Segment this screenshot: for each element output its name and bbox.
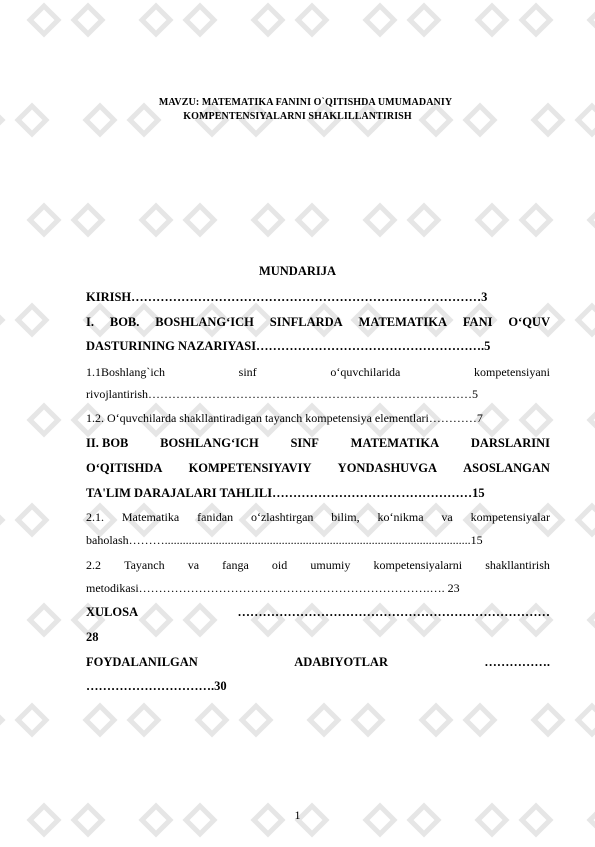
- toc-word: kompetensiyalarni: [373, 558, 463, 572]
- watermark-ornament: [254, 206, 326, 234]
- toc-word: SINFLARDA: [269, 315, 343, 329]
- watermark-ornament: [366, 6, 438, 34]
- toc-entry-2-1-line2: baholash………......................................................................................................15: [86, 533, 483, 547]
- toc-heading: MUNDARIJA: [258, 264, 337, 278]
- watermark-ornament: [366, 206, 438, 234]
- watermark-ornament: [30, 206, 102, 234]
- toc-entry-2-2-line1: [86, 557, 550, 573]
- toc-word: va: [441, 510, 453, 524]
- toc-word: ADABIYOTLAR: [294, 655, 388, 669]
- toc-entry-2-2-line2: metodikasi……………………………………………………………….…. 23: [86, 581, 460, 595]
- title-line-2: KOMPENTENSIYALARNI SHAKLILLANTIRISH: [183, 111, 412, 122]
- watermark-ornament: [30, 6, 102, 34]
- toc-entry-bob2-line1: [86, 435, 550, 451]
- toc-word: …………………………………………………………………: [237, 605, 550, 619]
- toc-entry-xulosa-line1: [86, 604, 550, 620]
- toc-word: fanidan: [197, 510, 234, 524]
- watermark-ornament: [478, 6, 550, 34]
- watermark-ornament: [142, 206, 214, 234]
- toc-word: …………….: [484, 655, 550, 669]
- toc-entry-xulosa-line2: 28: [86, 630, 99, 644]
- toc-word: bilim,: [331, 510, 360, 524]
- watermark-ornament: [198, 706, 270, 734]
- toc-word: I.: [86, 315, 94, 329]
- watermark-ornament: [590, 6, 595, 34]
- toc-word: FOYDALANILGAN: [86, 655, 198, 669]
- toc-word: SINF: [290, 436, 319, 450]
- page-number: 1: [294, 808, 301, 822]
- toc-entry-1-2: 1.2. O‘quvchilarda shakllantiradigan tayanch kompetensiya elementlari…………7: [86, 411, 483, 425]
- toc-entry-1-1-line2: rivojlantirish………………………………………………………………………5: [86, 387, 478, 401]
- toc-entry-adabiyotlar-line1: [86, 654, 550, 670]
- toc-word: umumiy: [310, 558, 351, 572]
- watermark-ornament: [0, 706, 46, 734]
- toc-word: 2.1.: [86, 510, 104, 524]
- toc-word: ASOSLANGAN: [463, 461, 550, 475]
- watermark-ornament: [254, 6, 326, 34]
- toc-word: o‘zlashtirgan: [250, 510, 314, 524]
- toc-entry-1-1-line1: [86, 364, 550, 380]
- toc-word: oid: [271, 558, 288, 572]
- title-line-1: MAVZU: MATEMATIKA FANINI O`QITISHDA UMUMADANIY: [158, 97, 453, 108]
- toc-entry-adabiyotlar-line2: ………………………….30: [86, 679, 227, 693]
- toc-word: O‘QUV: [508, 315, 550, 329]
- toc-entry-bob1-line2: DASTURINING NAZARIYASI……………………………………………….5: [86, 339, 491, 353]
- toc-word: sinf: [238, 365, 257, 379]
- toc-word: DARSLARINI: [470, 436, 550, 450]
- toc-word: va: [187, 558, 200, 572]
- toc-word: Matematika: [121, 510, 180, 524]
- watermark-ornament: [422, 706, 494, 734]
- toc-word: 1.1Boshlang`ich: [86, 365, 165, 379]
- watermark-ornament: [86, 706, 158, 734]
- toc-entry-bob2-line3: TA'LIM DARAJALARI TAHLILI…………………………………………15: [86, 486, 485, 500]
- toc-word: Tayanch: [124, 558, 165, 572]
- toc-word: ko‘nikma: [377, 510, 424, 524]
- toc-word: MATEMATIKA: [358, 315, 447, 329]
- toc-word: FANI: [462, 315, 493, 329]
- toc-word: BOSHLANG‘ICH: [155, 315, 254, 329]
- toc-word: kompetensiyalar: [470, 510, 550, 524]
- toc-word: XULOSA: [86, 605, 139, 619]
- toc-word: YONDASHUVGA: [337, 461, 437, 475]
- watermark-ornament: [310, 706, 382, 734]
- toc-word: fanga: [222, 558, 249, 572]
- toc-word: O‘QITISHDA: [86, 461, 163, 475]
- watermark-ornament: [0, 306, 46, 334]
- watermark-ornament: [590, 606, 595, 634]
- watermark-ornament: [590, 206, 595, 234]
- watermark-ornament: [534, 706, 595, 734]
- toc-word: MATEMATIKA: [350, 436, 440, 450]
- toc-word: II. BOB: [86, 436, 129, 450]
- toc-entry-kirish: KIRISH…………………………………………………………………………3: [86, 290, 488, 304]
- toc-word: 2.2: [86, 558, 101, 572]
- watermark-ornament: [590, 406, 595, 434]
- toc-entry-bob2-line2: [86, 460, 550, 476]
- toc-word: KOMPETENSIYAVIY: [188, 461, 312, 475]
- toc-word: shakllantirish: [485, 558, 550, 572]
- toc-word: BOB.: [109, 315, 140, 329]
- toc-word: BOSHLANG‘ICH: [160, 436, 259, 450]
- watermark-ornament: [142, 6, 214, 34]
- watermark-ornament: [0, 506, 46, 534]
- toc-entry-bob1-line1: [86, 314, 550, 330]
- toc-word: o‘quvchilarida: [330, 365, 401, 379]
- watermark-ornament: [478, 206, 550, 234]
- toc-entry-2-1-line1: [86, 509, 550, 525]
- toc-word: kompetensiyani: [474, 365, 550, 379]
